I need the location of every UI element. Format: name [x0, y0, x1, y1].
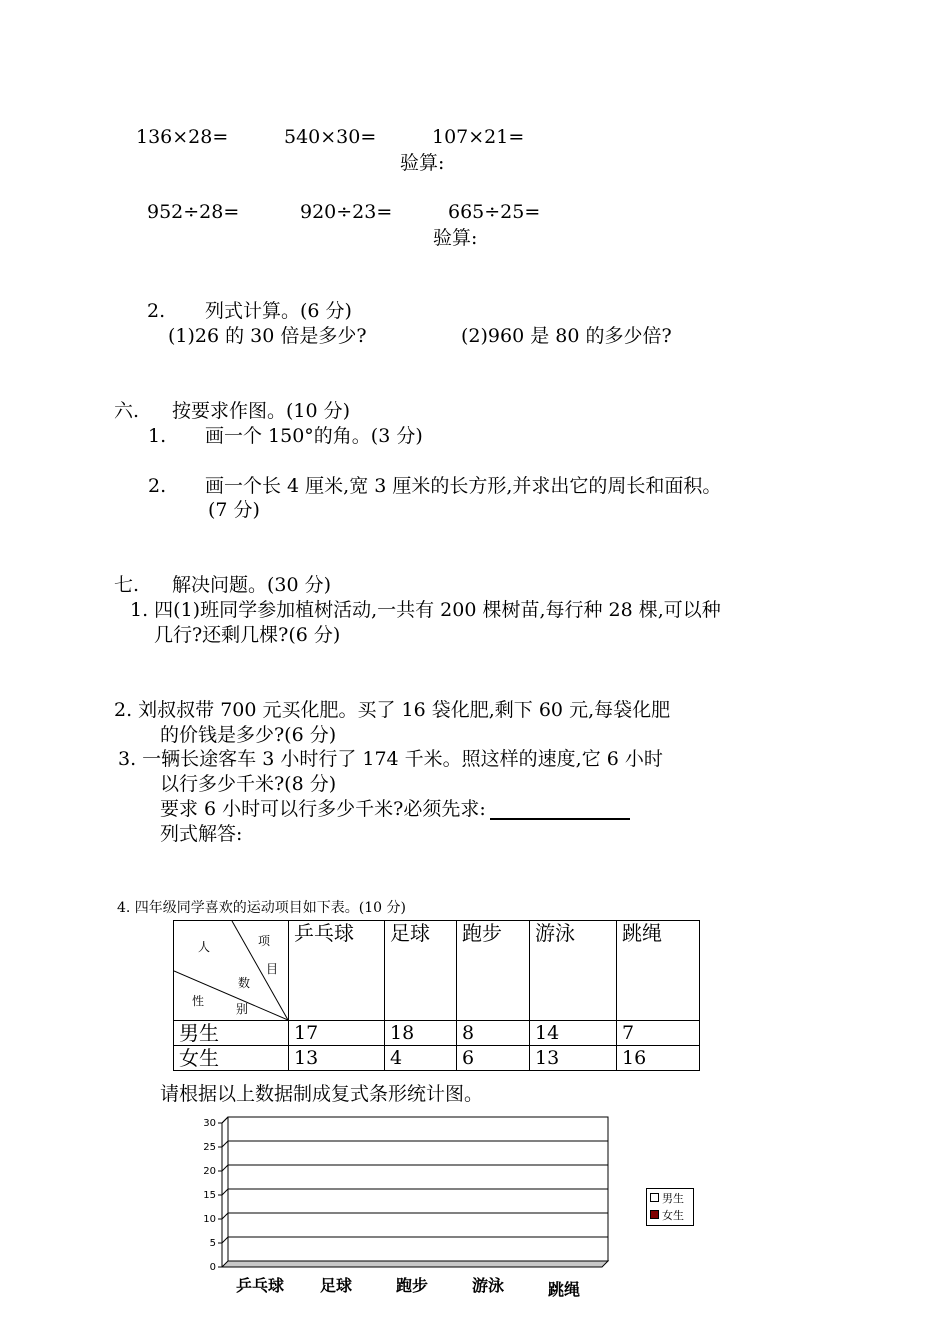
diagonal-header-cell [174, 921, 289, 1021]
header-football: 足球 [385, 921, 457, 1021]
section6-number: 六. [114, 400, 140, 422]
chart-y-ticks [203, 1118, 222, 1273]
section7-title: 解决问题。(30 分) [172, 574, 332, 596]
row-label-boys: 男生 [174, 1021, 289, 1046]
table-cell: 17 [289, 1021, 385, 1046]
section6-item2: 画一个长 4 厘米,宽 3 厘米的长方形,并求出它的周长和面积。 [205, 475, 722, 497]
gridline-edge [222, 1117, 228, 1123]
problem4-title: 4. 四年级同学喜欢的运动项目如下表。(10 分) [117, 900, 406, 916]
diag-label-mu: 目 [266, 962, 279, 976]
diag-label-shu: 数 [238, 976, 251, 990]
table-cell: 13 [530, 1046, 617, 1071]
problem2-line1: 2. 刘叔叔带 700 元买化肥。买了 16 袋化肥,剩下 60 元,每袋化肥 [114, 699, 671, 721]
chart-instruction: 请根据以上数据制成复式条形统计图。 [160, 1083, 484, 1105]
diag-label-bie: 别 [236, 1002, 249, 1016]
legend-label-girls: 女生 [662, 1208, 684, 1222]
section6-item1: 画一个 150°的角。(3 分) [205, 425, 423, 447]
diag-label-ren: 人 [198, 940, 211, 954]
calc-4: 952÷28= [147, 201, 240, 223]
header-swimming: 游泳 [530, 921, 617, 1021]
answer-blank[interactable] [490, 800, 630, 820]
legend-swatch-girls [650, 1210, 659, 1219]
section7-number: 七. [114, 574, 140, 596]
table-cell: 6 [457, 1046, 530, 1071]
legend-label-boys: 男生 [662, 1191, 684, 1205]
table-cell: 8 [457, 1021, 530, 1046]
problem2-line2: 的价钱是多少?(6 分) [160, 724, 337, 746]
q2-title: 列式计算。(6 分) [205, 300, 352, 322]
y-tick-label: 0 [209, 1262, 216, 1273]
section6-title: 按要求作图。(10 分) [172, 400, 351, 422]
table-header-row [174, 921, 700, 1021]
chart-floor [222, 1261, 608, 1267]
table-row [174, 1046, 700, 1071]
x-category-label: 乒乓球 [235, 1276, 285, 1295]
y-tick-label: 15 [203, 1190, 216, 1201]
y-tick-label: 5 [209, 1238, 216, 1249]
q2-number: 2. [147, 300, 166, 322]
x-category-label: 游泳 [471, 1276, 505, 1295]
header-pingpong: 乒乓球 [289, 921, 385, 1021]
table-cell: 4 [385, 1046, 457, 1071]
q2-part1: (1)26 的 30 倍是多少? [168, 325, 367, 347]
gridline-edge [222, 1165, 228, 1171]
y-tick-label: 10 [203, 1214, 216, 1225]
calc-5: 920÷23= [300, 201, 393, 223]
header-rope: 跳绳 [617, 921, 700, 1021]
section6-item2-number: 2. [148, 475, 167, 497]
chart-legend [646, 1188, 694, 1226]
sports-table [173, 920, 700, 1071]
gridline-edge [222, 1237, 228, 1243]
y-tick-label: 20 [203, 1166, 216, 1177]
diag-label-xiang: 项 [258, 934, 271, 948]
legend-item-boys [647, 1189, 693, 1206]
calc-6: 665÷25= [448, 201, 541, 223]
problem3-line1: 3. 一辆长途客车 3 小时行了 174 千米。照这样的速度,它 6 小时 [118, 748, 663, 770]
table-cell: 16 [617, 1046, 700, 1071]
gridline-edge [222, 1141, 228, 1147]
q2-part2: (2)960 是 80 的多少倍? [461, 325, 672, 347]
section6-item1-number: 1. [148, 425, 167, 447]
problem1-line1: 1. 四(1)班同学参加植树活动,一共有 200 棵树苗,每行种 28 棵,可以种 [130, 599, 721, 621]
row-label-girls: 女生 [174, 1046, 289, 1071]
gridline-edge [222, 1213, 228, 1219]
problem3-line2: 以行多少千米?(8 分) [160, 773, 337, 795]
problem3-prompt: 要求 6 小时可以行多少千米?必须先求: [160, 798, 486, 820]
table-cell: 7 [617, 1021, 700, 1046]
diag-label-xing: 性 [192, 994, 205, 1008]
header-running: 跑步 [457, 921, 530, 1021]
gridline-edge [222, 1189, 228, 1195]
legend-item-girls [647, 1206, 693, 1223]
y-tick-label: 30 [203, 1118, 216, 1129]
calc-2: 540×30= [284, 126, 377, 148]
chart-x-labels [236, 1276, 580, 1299]
problem3-line3 [160, 798, 630, 820]
chart-grid [222, 1117, 608, 1267]
section6-item2-score: (7 分) [208, 499, 260, 521]
table-cell: 13 [289, 1046, 385, 1071]
problem3-line4: 列式解答: [160, 823, 243, 845]
table-cell: 18 [385, 1021, 457, 1046]
problem1-line2: 几行?还剩几棵?(6 分) [154, 624, 341, 646]
legend-swatch-boys [650, 1193, 659, 1202]
calc-3: 107×21= [432, 126, 525, 148]
table-cell: 14 [530, 1021, 617, 1046]
table-row [174, 1021, 700, 1046]
bar-chart [190, 1115, 810, 1305]
calc-1: 136×28= [136, 126, 229, 148]
y-tick-label: 25 [203, 1142, 216, 1153]
x-category-label: 跳绳 [547, 1280, 581, 1299]
x-category-label: 足球 [319, 1276, 353, 1295]
check-label-2: 验算: [433, 227, 478, 249]
x-category-label: 跑步 [395, 1276, 429, 1295]
check-label-1: 验算: [400, 152, 445, 174]
